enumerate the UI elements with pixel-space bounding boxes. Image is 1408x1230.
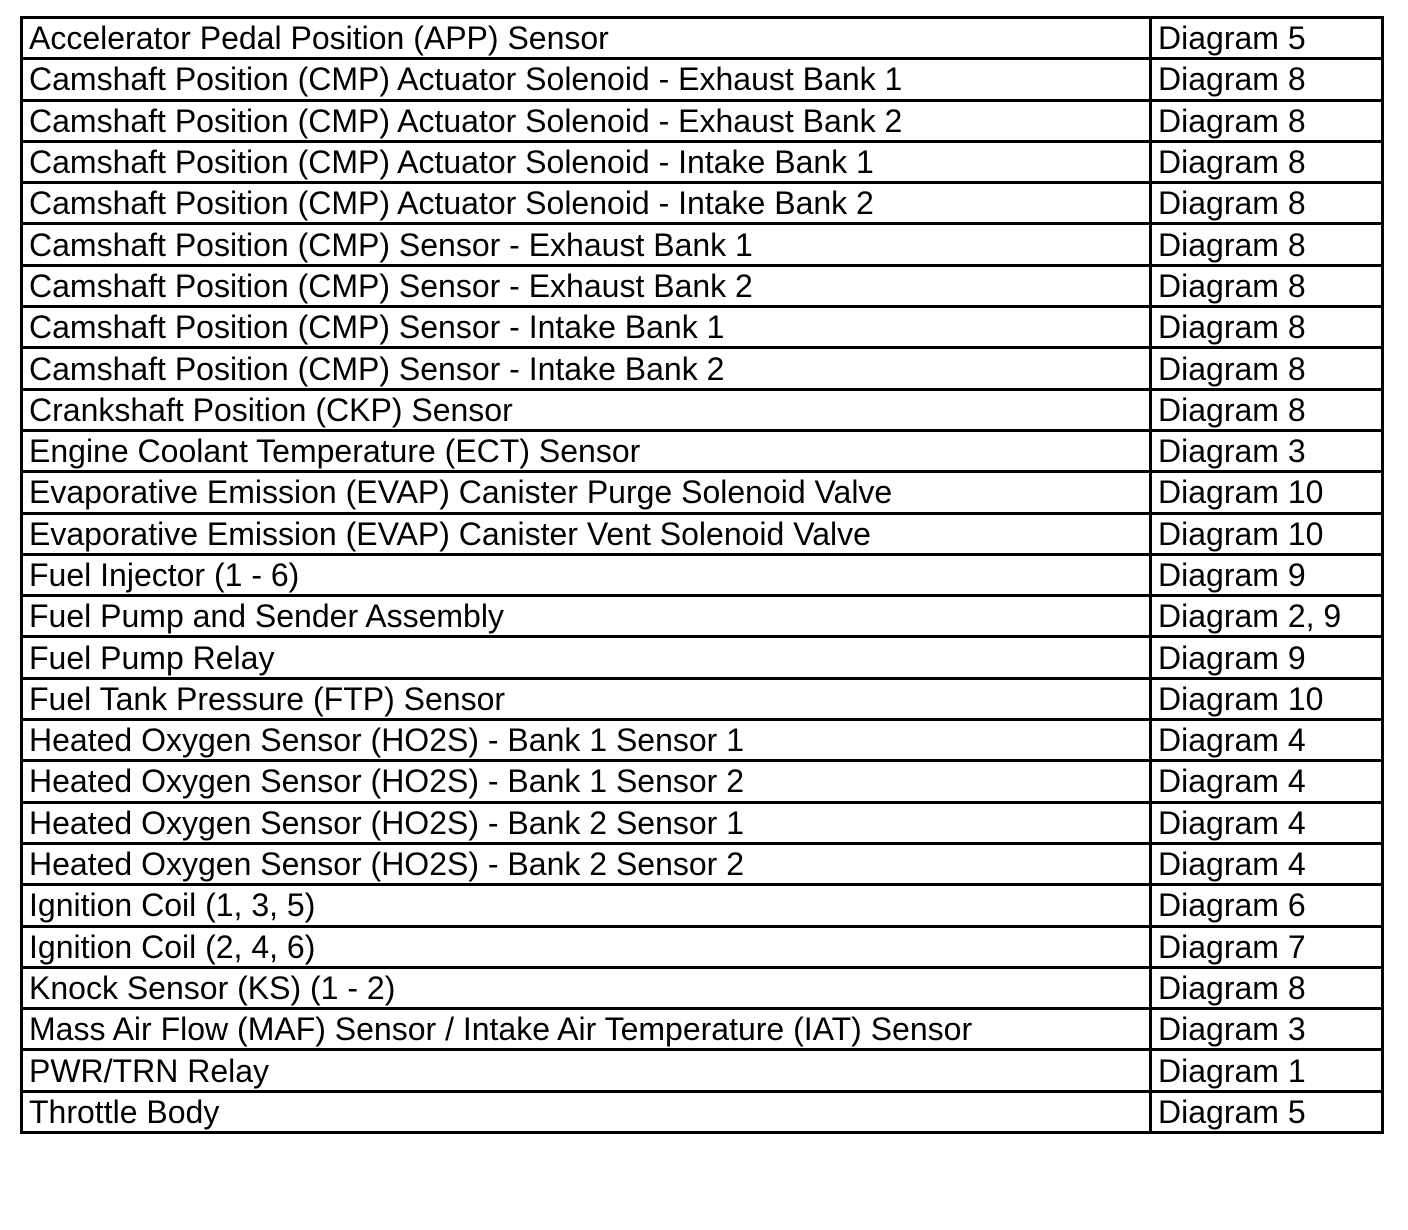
diagram-cell: Diagram 5 — [1151, 18, 1383, 59]
table-row — [22, 926, 1383, 967]
table-row — [22, 1091, 1383, 1132]
diagram-cell: Diagram 9 — [1151, 554, 1383, 595]
component-cell: Accelerator Pedal Position (APP) Sensor — [22, 18, 1151, 59]
table-row — [22, 59, 1383, 100]
component-diagram-index — [20, 16, 1381, 1134]
component-cell: Heated Oxygen Sensor (HO2S) - Bank 1 Sensor 1 — [22, 720, 1151, 761]
component-cell: Fuel Pump and Sender Assembly — [22, 596, 1151, 637]
diagram-cell: Diagram 8 — [1151, 348, 1383, 389]
table-body — [22, 18, 1383, 1133]
component-cell: Heated Oxygen Sensor (HO2S) - Bank 2 Sensor 2 — [22, 843, 1151, 884]
component-cell: Evaporative Emission (EVAP) Canister Purge Solenoid Valve — [22, 472, 1151, 513]
table-row — [22, 430, 1383, 471]
diagram-cell: Diagram 10 — [1151, 678, 1383, 719]
table-row — [22, 596, 1383, 637]
table-row — [22, 100, 1383, 141]
table-row — [22, 141, 1383, 182]
table-row — [22, 885, 1383, 926]
diagram-cell: Diagram 8 — [1151, 141, 1383, 182]
diagram-cell: Diagram 2, 9 — [1151, 596, 1383, 637]
component-cell: Camshaft Position (CMP) Actuator Solenoid - Exhaust Bank 1 — [22, 59, 1151, 100]
diagram-cell: Diagram 9 — [1151, 637, 1383, 678]
component-cell: Mass Air Flow (MAF) Sensor / Intake Air Temperature (IAT) Sensor — [22, 1009, 1151, 1050]
diagram-cell: Diagram 3 — [1151, 430, 1383, 471]
table-row — [22, 18, 1383, 59]
diagram-cell: Diagram 8 — [1151, 224, 1383, 265]
table-row — [22, 678, 1383, 719]
diagram-cell: Diagram 10 — [1151, 513, 1383, 554]
diagram-cell: Diagram 8 — [1151, 265, 1383, 306]
diagram-cell: Diagram 5 — [1151, 1091, 1383, 1132]
table-row — [22, 843, 1383, 884]
component-cell: Engine Coolant Temperature (ECT) Sensor — [22, 430, 1151, 471]
component-cell: Fuel Pump Relay — [22, 637, 1151, 678]
diagram-cell: Diagram 4 — [1151, 720, 1383, 761]
component-cell: Camshaft Position (CMP) Actuator Solenoid - Exhaust Bank 2 — [22, 100, 1151, 141]
diagram-cell: Diagram 4 — [1151, 761, 1383, 802]
table-row — [22, 761, 1383, 802]
component-cell: Camshaft Position (CMP) Sensor - Exhaust Bank 2 — [22, 265, 1151, 306]
table-row — [22, 1050, 1383, 1091]
component-cell: Fuel Tank Pressure (FTP) Sensor — [22, 678, 1151, 719]
table-row — [22, 554, 1383, 595]
table-row — [22, 348, 1383, 389]
diagram-cell: Diagram 6 — [1151, 885, 1383, 926]
table-row — [22, 967, 1383, 1008]
table-row — [22, 802, 1383, 843]
table-row — [22, 183, 1383, 224]
table-row — [22, 224, 1383, 265]
component-cell: Ignition Coil (1, 3, 5) — [22, 885, 1151, 926]
table-row — [22, 637, 1383, 678]
component-cell: Camshaft Position (CMP) Actuator Solenoid - Intake Bank 2 — [22, 183, 1151, 224]
component-cell: Throttle Body — [22, 1091, 1151, 1132]
diagram-cell: Diagram 8 — [1151, 59, 1383, 100]
table-row — [22, 720, 1383, 761]
component-cell: Knock Sensor (KS) (1 - 2) — [22, 967, 1151, 1008]
diagram-cell: Diagram 8 — [1151, 389, 1383, 430]
table-row — [22, 1009, 1383, 1050]
diagram-cell: Diagram 8 — [1151, 100, 1383, 141]
diagram-cell: Diagram 8 — [1151, 967, 1383, 1008]
component-table — [20, 16, 1384, 1134]
diagram-cell: Diagram 8 — [1151, 307, 1383, 348]
diagram-cell: Diagram 4 — [1151, 802, 1383, 843]
table-row — [22, 513, 1383, 554]
table-row — [22, 307, 1383, 348]
diagram-cell: Diagram 1 — [1151, 1050, 1383, 1091]
table-row — [22, 389, 1383, 430]
component-cell: Heated Oxygen Sensor (HO2S) - Bank 2 Sensor 1 — [22, 802, 1151, 843]
component-cell: Crankshaft Position (CKP) Sensor — [22, 389, 1151, 430]
component-cell: Ignition Coil (2, 4, 6) — [22, 926, 1151, 967]
component-cell: Camshaft Position (CMP) Actuator Solenoid - Intake Bank 1 — [22, 141, 1151, 182]
diagram-cell: Diagram 7 — [1151, 926, 1383, 967]
table-row — [22, 265, 1383, 306]
diagram-cell: Diagram 3 — [1151, 1009, 1383, 1050]
component-cell: Camshaft Position (CMP) Sensor - Exhaust Bank 1 — [22, 224, 1151, 265]
component-cell: Heated Oxygen Sensor (HO2S) - Bank 1 Sensor 2 — [22, 761, 1151, 802]
component-cell: Camshaft Position (CMP) Sensor - Intake Bank 1 — [22, 307, 1151, 348]
component-cell: Evaporative Emission (EVAP) Canister Vent Solenoid Valve — [22, 513, 1151, 554]
component-cell: PWR/TRN Relay — [22, 1050, 1151, 1091]
table-row — [22, 472, 1383, 513]
diagram-cell: Diagram 8 — [1151, 183, 1383, 224]
diagram-cell: Diagram 4 — [1151, 843, 1383, 884]
component-cell: Camshaft Position (CMP) Sensor - Intake Bank 2 — [22, 348, 1151, 389]
component-cell: Fuel Injector (1 - 6) — [22, 554, 1151, 595]
diagram-cell: Diagram 10 — [1151, 472, 1383, 513]
